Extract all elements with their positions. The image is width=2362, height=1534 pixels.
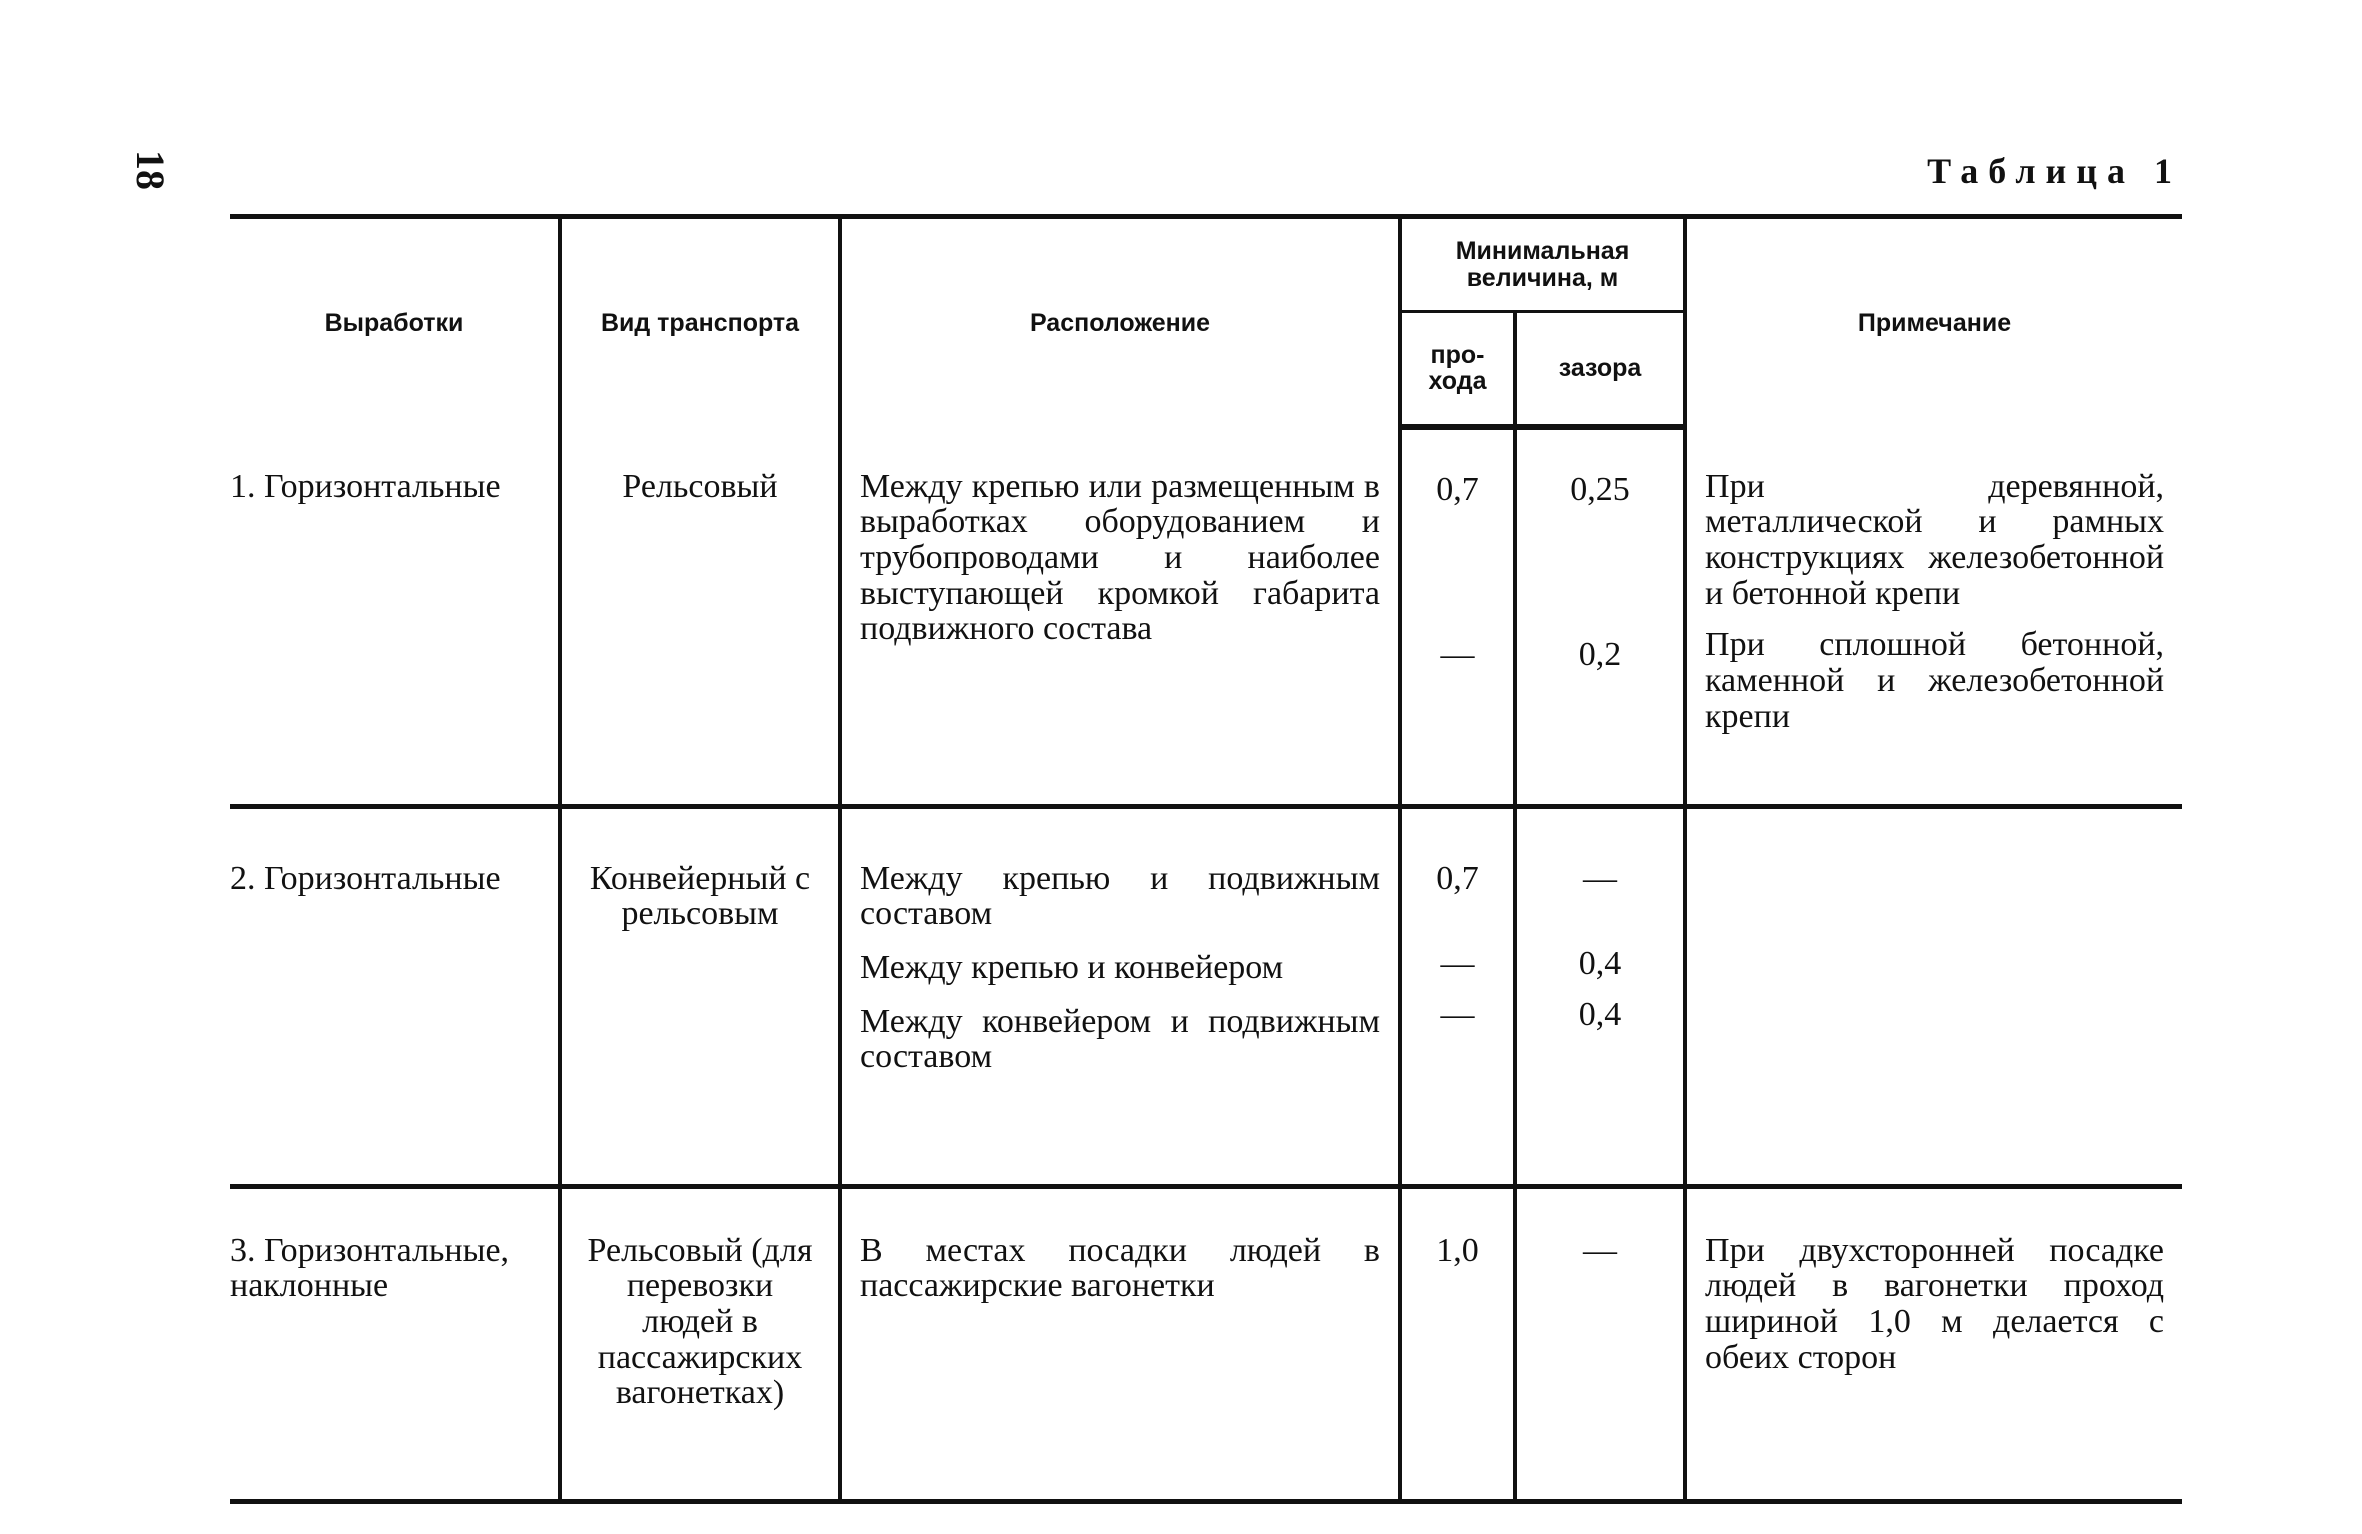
transport-cell: Рельсовый	[560, 427, 840, 807]
passage-value: 0,7	[1436, 470, 1479, 508]
passage-cell	[1400, 427, 1515, 807]
excavation-cell: 2. Горизонтальные	[230, 806, 560, 1186]
location-text: Между крепью и подвижным составом	[860, 859, 1380, 933]
note-cell	[1685, 1186, 2182, 1501]
header-transport: Вид транспорта	[560, 217, 840, 427]
passage-value: 0,7	[1436, 859, 1479, 897]
note-text: При сплошной бетонной, каменной и железобетонной крепи	[1705, 626, 2165, 735]
header-excavations: Выработки	[230, 217, 560, 427]
table-row	[230, 427, 2182, 807]
location-text: Между крепью или размещенным в выработках оборудованием и трубопроводами и наиболее выступающей кромкой габарита подвижного состава	[860, 467, 1380, 648]
clearance-cell	[1515, 806, 1685, 1186]
table-title: Таблица 1	[1927, 151, 2182, 191]
header-location: Расположение	[840, 217, 1400, 427]
table-row	[230, 1186, 2182, 1501]
passage-value: —	[1440, 636, 1475, 674]
passage-value: —	[1440, 945, 1475, 983]
clearance-value: —	[1583, 859, 1617, 897]
clearance-value: 0,4	[1578, 945, 1622, 983]
note-text: При деревянной, металлической и рамных конструкциях железобетонной и бетонной крепи	[1705, 467, 2165, 612]
table-row	[230, 806, 2182, 1186]
clearance-cell	[1515, 1186, 1685, 1501]
location-cell	[840, 427, 1400, 807]
excavation-cell: 1. Горизонтальные	[230, 427, 560, 807]
note-text: При двухсторонней посадке людей в вагонетки проход шириной 1,0 м делается с обеих сторон	[1705, 1231, 2165, 1376]
location-text: В местах посадки людей в пассажирские вагонетки	[860, 1231, 1380, 1305]
excavation-cell: 3. Горизонтальные, наклонные	[230, 1186, 560, 1501]
passage-cell	[1400, 1186, 1515, 1501]
location-text: Между крепью и конвейером	[860, 948, 1284, 986]
clearance-table	[230, 214, 2182, 1504]
passage-value: —	[1440, 995, 1475, 1033]
clearance-value: 0,4	[1578, 995, 1622, 1033]
location-cell	[840, 1186, 1400, 1501]
passage-value: 1,0	[1436, 1231, 1479, 1269]
passage-cell	[1400, 806, 1515, 1186]
header-note: Примечание	[1685, 217, 2182, 427]
clearance-value: 0,2	[1578, 636, 1622, 674]
transport-cell: Рельсовый (для перевозки людей в пассажирских вагонетках)	[560, 1186, 840, 1501]
clearance-value: —	[1583, 1231, 1617, 1269]
clearance-value: 0,25	[1570, 470, 1630, 508]
header-clearance: зазора	[1515, 312, 1685, 427]
clearance-cell	[1515, 427, 1685, 807]
header-passage: про-хода	[1400, 312, 1515, 427]
note-cell	[1685, 806, 2182, 1186]
transport-cell: Конвейерный с рельсовым	[560, 806, 840, 1186]
note-cell	[1685, 427, 2182, 807]
location-text: Между конвейером и подвижным составом	[860, 1002, 1380, 1076]
page-number: 18	[128, 150, 173, 190]
header-min-value: Минимальная величина, м	[1400, 217, 1685, 312]
location-cell	[840, 806, 1400, 1186]
